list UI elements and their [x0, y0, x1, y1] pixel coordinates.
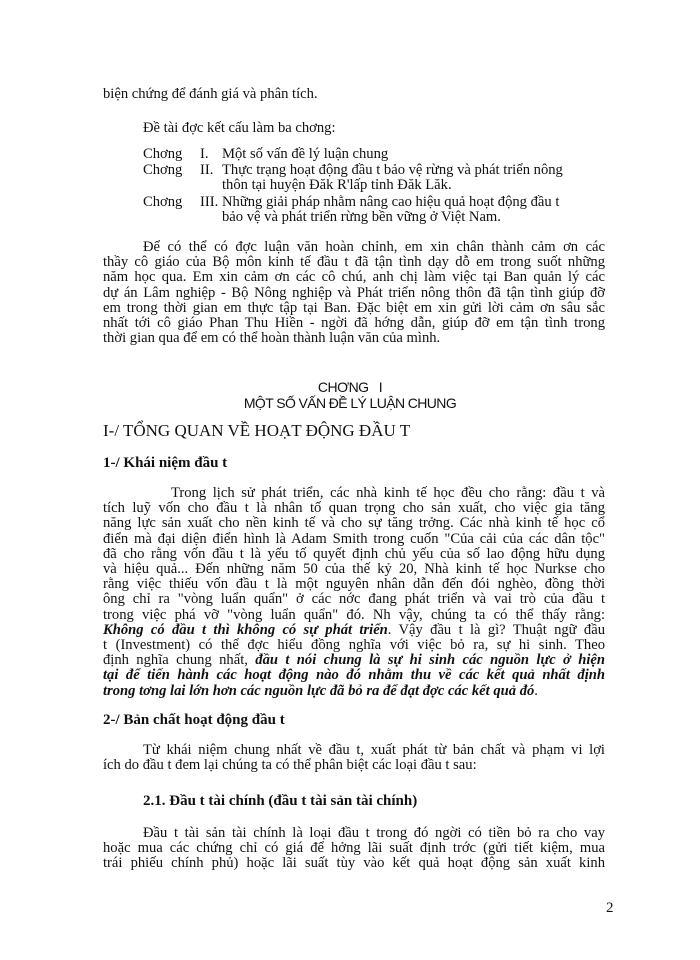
- chapter-heading-title: MỘT SỐ VẤN ĐỀ LÝ LUẬN CHUNG: [243, 395, 457, 411]
- acknowledgement-paragraph: [103, 240, 605, 346]
- chapter-text: Những giải pháp nhằm nâng cao hiệu quả hoạt động đầu t: [222, 194, 560, 210]
- text-line: [103, 684, 605, 699]
- text-line: em trong thời gian em thực tập tại Ban. Đặc biệt em xin gửi lời cảm ơn sâu sắc: [103, 299, 605, 316]
- chapter-roman: II.: [200, 162, 214, 178]
- text-line: rằng việc thiếu vốn đầu t là một nguyên nhân dẫn đến đói nghèo, đồng thời: [103, 576, 605, 593]
- text-line: tích luỹ vốn cho đầu t là nhân tố quan trọng cho sản xuất, cho việc gia tăng: [103, 500, 605, 517]
- chapter-item: [143, 195, 559, 210]
- chapter-word: Chơng: [143, 194, 183, 210]
- chapter-text: Thực trạng hoạt động đầu t bảo vệ rừng và phát triển nông: [222, 162, 563, 178]
- text-segment: . Vậy đầu t là gì? Thuật ngữ đầu: [387, 621, 605, 638]
- emphasis-text: đầu t nói chung là sự hi sinh các nguồn lực ở hiện: [255, 652, 605, 669]
- chapter-text: Một số vấn đề lý luận chung: [222, 146, 389, 162]
- text-line: thầy cô giáo của Bộ môn kinh tế đầu t đã tận tình dạy dỗ em trong suốt những: [103, 254, 605, 271]
- text-line: [103, 653, 605, 668]
- text-segment: .: [534, 682, 538, 699]
- text-line: Để có thể có đợc luận văn hoàn chỉnh, em xin chân thành cảm ơn các: [143, 239, 605, 255]
- emphasis-text: tại để tiến hành các hoạt động nào đó nhằm thu về các kết quả nhất định: [103, 667, 605, 684]
- investment-concept-paragraph: [103, 486, 605, 699]
- chapter-word: Chơng: [143, 146, 183, 162]
- subsection-heading: 2-/ Bản chất hoạt động đầu t: [103, 712, 285, 728]
- section-heading: I-/ TỔNG QUAN VỀ HOẠT ĐỘNG ĐẦU T: [103, 421, 411, 440]
- chapter-label: CHƠNG: [317, 379, 369, 395]
- text-line: dự án Lâm nghiệp - Bộ Nông nghiệp và Phát triển nông thôn đã tận tình giúp đỡ: [103, 284, 605, 301]
- text-line: điển mà đại diện điển hình là Adam Smith trong cuốn "Của cải của các dân tộc": [103, 530, 605, 547]
- text-line: trong việc phá vỡ "vòng luẩn quẩn" đó. Nh vậy, chúng ta có thể thấy rằng:: [103, 606, 605, 623]
- chapter-roman: I: [378, 379, 383, 395]
- text-line: năng lực sản xuất cho nền kinh tế và cho sự tăng trởng. Các nhà kinh tế học cổ: [103, 515, 605, 532]
- chapter-item: [143, 147, 388, 162]
- text-segment: định nghĩa chung nhất,: [103, 652, 256, 669]
- text-line: ích do đầu t đem lại chúng ta có thể phân biệt các loại đầu t sau:: [103, 757, 477, 774]
- chapter-item: [143, 163, 563, 178]
- chapter-text-continued: bảo vệ và phát triển rừng bền vững ở Việt Nam.: [222, 209, 501, 225]
- structure-intro: Đề tài đợc kết cấu làm ba chơng:: [143, 120, 336, 136]
- text-line: đã cho rằng vốn đầu t là yếu tố quyết định chủ yếu của số lao động hữu dụng: [103, 545, 605, 562]
- text-line: thời gian qua để em có thể hoàn thành luận văn của mình.: [103, 330, 441, 347]
- subsection-heading: 2.1. Đầu t tài chính (đầu t tài sản tài chính): [143, 793, 418, 809]
- emphasis-text: Không có đầu t thì không có sự phát triển: [103, 621, 388, 638]
- text-line: Trong lịch sử phát triển, các nhà kinh tế học đều cho rằng: đầu t và: [171, 485, 605, 501]
- chapter-roman: III.: [200, 194, 219, 210]
- chapter-word: Chơng: [143, 162, 183, 178]
- text-line: Từ khái niệm chung nhất về đầu t, xuất phát từ bản chất và phạm vi lợi: [143, 742, 605, 758]
- text-line: [103, 623, 605, 638]
- text-line: trái phiếu chính phủ) hoặc lãi suất tùy vào kết quả hoạt động sản xuất kinh: [103, 855, 605, 872]
- text-line: năm học qua. Em xin cảm ơn các cô chú, anh chị làm việc tại Ban quản lý các: [103, 269, 605, 286]
- chapter-heading-label: [0, 379, 700, 395]
- subsection-heading: 1-/ Khái niệm đầu t: [103, 455, 228, 471]
- chapter-text-continued: thôn tại huyện Đăk R'lấp tỉnh Đăk Lăk.: [222, 177, 452, 193]
- text-line: Đầu t tài sản tài chính là loại đầu t trong đó ngời có tiền bỏ ra cho vay: [143, 825, 605, 841]
- text-line: và hiệu quả... Đến những năm 50 của thế kỷ 20, Nhà kinh tế học Nurkse cho: [103, 561, 605, 578]
- text-line: t (Investment) có thể đợc hiểu đồng nghĩa với việc bỏ ra, sự hi sinh. Theo: [103, 637, 605, 654]
- text-line: nhất tới cô giáo Phan Thu Hiền - ngời đã hớng dẫn, giúp đỡ em tận tình trong: [103, 315, 605, 332]
- text-line: [103, 668, 605, 683]
- page-number: 2: [606, 900, 614, 916]
- intro-tail: biện chứng để đánh giá và phân tích.: [103, 86, 318, 102]
- financial-investment-paragraph: [103, 826, 605, 872]
- investment-nature-paragraph: [103, 743, 605, 773]
- text-line: hoặc mua các chứng chỉ có giá để hởng lãi suất định trớc (gửi tiết kiệm, mua: [103, 840, 605, 857]
- text-line: ông chỉ ra "vòng luẩn quẩn" ở các nớc đang phát triển và vai trò của đầu t: [103, 591, 605, 608]
- emphasis-text: trong tơng lai lớn hơn các nguồn lực đã bỏ ra để đạt đợc các kết quả đó: [103, 682, 535, 699]
- chapter-roman: I.: [200, 146, 209, 162]
